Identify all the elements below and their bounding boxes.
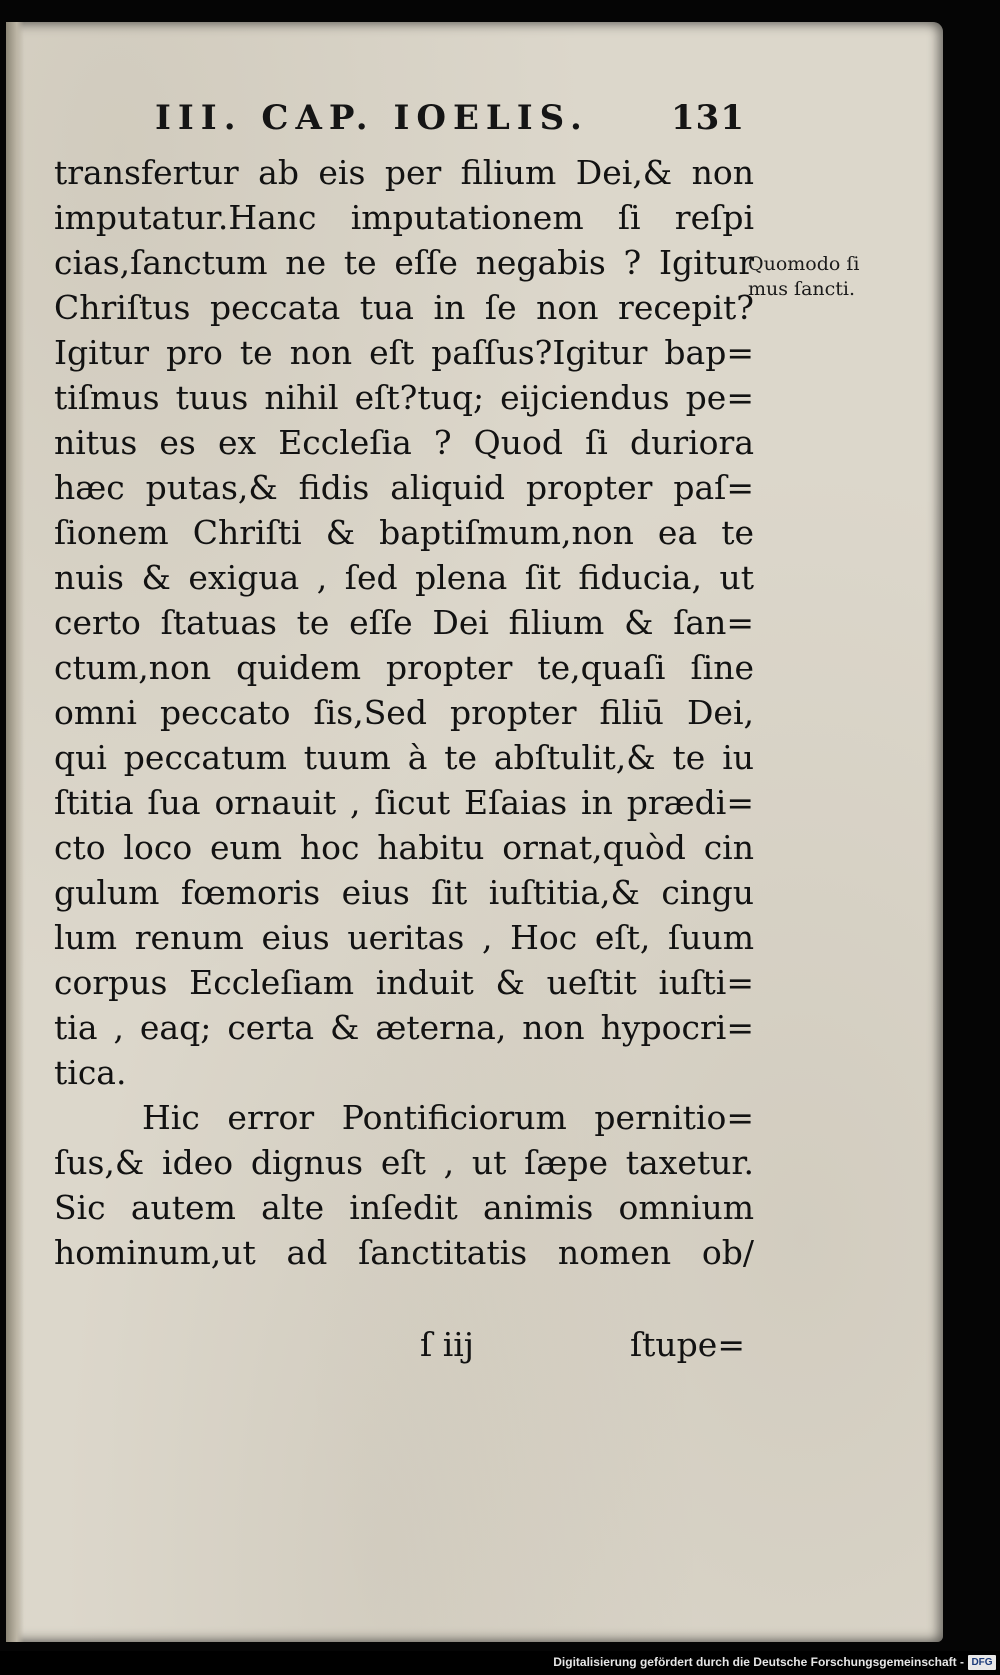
- page-number: 131: [671, 98, 745, 138]
- text-line: gulum fœmoris eius ſit iuſtitia,& cingu: [54, 873, 754, 912]
- text-line: qui peccatum tuum à te abſtulit,& te iu: [54, 738, 754, 777]
- signature-mark: ſ iij: [420, 1325, 475, 1364]
- running-head: [155, 98, 745, 146]
- text-line: hominum,ut ad ſanctitatis nomen ob/: [54, 1233, 754, 1272]
- text-line: Igitur pro te non eſt paſſus?Igitur bap=: [54, 333, 754, 372]
- text-line: ſus,& ideo dignus eſt , ut ſæpe taxetur.: [54, 1143, 754, 1182]
- funding-credit: Digitalisierung gefördert durch die Deutsche Forschungsgemeinschaft -: [553, 1655, 964, 1669]
- text-line: tiſmus tuus nihil eſt?tuq; eijciendus pe=: [54, 378, 754, 417]
- text-line: nuis & exigua , ſed plena ſit fiducia, ut: [54, 558, 754, 597]
- text-line: tia , eaq; certa & æterna, non hypocri=: [54, 1008, 754, 1047]
- text-line: Chriſtus peccata tua in ſe non recepit?: [54, 288, 754, 327]
- body-text: [54, 150, 754, 1275]
- running-head-title: III. CAP. IOELIS.: [155, 98, 589, 138]
- marginal-note-line: mus ſancti.: [748, 278, 856, 300]
- marginal-note: [748, 252, 878, 302]
- text-line: imputatur.Hanc imputationem ſi reſpi: [54, 198, 754, 237]
- text-line: cto loco eum hoc habitu ornat,quòd cin: [54, 828, 754, 867]
- dfg-logo: DFG: [968, 1655, 996, 1670]
- credit-bar: [0, 1651, 1000, 1675]
- text-line: nitus es ex Eccleſia ? Quod ſi duriora: [54, 423, 754, 462]
- text-line: ctum,non quidem propter te,quaſi ſine: [54, 648, 754, 687]
- text-line: corpus Eccleſiam induit & ueſtit iuſti=: [54, 963, 754, 1002]
- page-gutter-shadow: [6, 22, 24, 1642]
- catchword: ſtupe=: [629, 1325, 745, 1364]
- text-line: hæc putas,& fidis aliquid propter paſ=: [54, 468, 754, 507]
- text-line: ſtitia ſua ornauit , ſicut Eſaias in prædi=: [54, 783, 754, 822]
- text-line: ſionem Chriſti & baptiſmum,non ea te: [54, 513, 754, 552]
- marginal-note-line: Quomodo ſi: [748, 253, 860, 275]
- text-line: Sic autem alte inſedit animis omnium: [54, 1188, 754, 1227]
- direction-line: [420, 1325, 745, 1371]
- paragraph-first-line: Hic error Pontificiorum pernitio=: [142, 1098, 754, 1137]
- text-line: transfertur ab eis per filium Dei,& non: [54, 153, 754, 192]
- text-line: omni peccato ſis,Sed propter filiū Dei,: [54, 693, 754, 732]
- text-line: lum renum eius ueritas , Hoc eſt, ſuum: [54, 918, 754, 957]
- text-line: cias,ſanctum ne te eſſe negabis ? Igitur: [54, 243, 754, 282]
- paragraph-end-line: tica.: [54, 1053, 127, 1092]
- text-line: certo ſtatuas te eſſe Dei filium & ſan=: [54, 603, 754, 642]
